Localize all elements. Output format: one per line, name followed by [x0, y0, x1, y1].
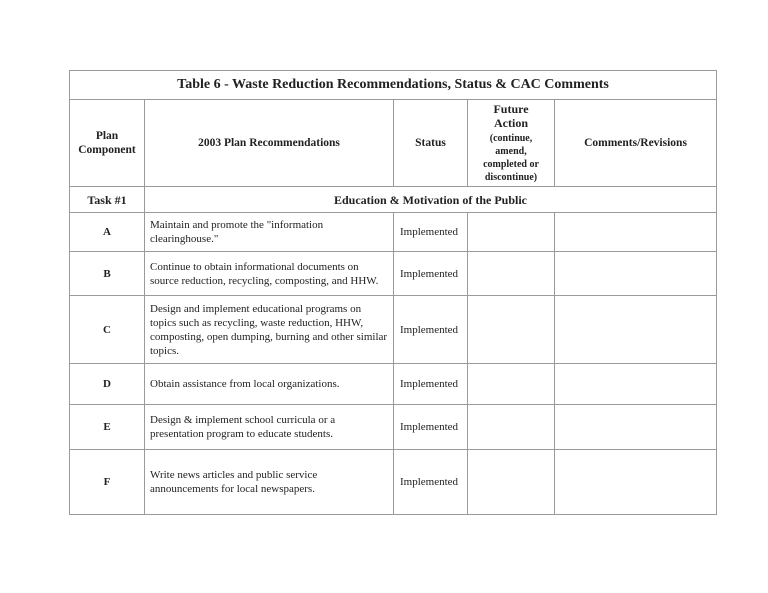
status-cell: Implemented [394, 450, 468, 515]
future-action-label: Future Action [493, 102, 529, 130]
header-comments: Comments/Revisions [555, 100, 717, 187]
header-status: Status [394, 100, 468, 187]
future-action-cell [468, 405, 555, 450]
future-action-cell [468, 252, 555, 296]
header-plan-component: Plan Component [70, 100, 145, 187]
task-row [70, 187, 717, 213]
table-row [70, 364, 717, 405]
waste-reduction-table [69, 70, 717, 515]
table-row [70, 213, 717, 252]
header-row [70, 100, 717, 187]
component-cell: D [70, 364, 145, 405]
future-action-cell [468, 450, 555, 515]
component-cell: E [70, 405, 145, 450]
future-action-cell [468, 296, 555, 364]
component-cell: A [70, 213, 145, 252]
header-recommendations: 2003 Plan Recommendations [145, 100, 394, 187]
recommendation-cell: Continue to obtain informational documents on source reduction, recycling, composting, and HHW. [145, 252, 394, 296]
comments-cell [555, 213, 717, 252]
component-cell: C [70, 296, 145, 364]
header-future-action [468, 100, 555, 187]
component-cell: F [70, 450, 145, 515]
recommendation-cell: Maintain and promote the "information clearinghouse." [145, 213, 394, 252]
table-row [70, 296, 717, 364]
comments-cell [555, 405, 717, 450]
comments-cell [555, 296, 717, 364]
table-title: Table 6 - Waste Reduction Recommendations, Status & CAC Comments [70, 71, 717, 100]
table-row [70, 405, 717, 450]
component-cell: B [70, 252, 145, 296]
task-label: Task #1 [70, 187, 145, 213]
future-action-cell [468, 364, 555, 405]
status-cell: Implemented [394, 296, 468, 364]
table-row [70, 450, 717, 515]
comments-cell [555, 252, 717, 296]
recommendation-cell: Obtain assistance from local organizations. [145, 364, 394, 405]
status-cell: Implemented [394, 405, 468, 450]
status-cell: Implemented [394, 213, 468, 252]
recommendation-cell: Design and implement educational programs on topics such as recycling, waste reduction, HHW, composting, open dumping, burning and other similar topics. [145, 296, 394, 364]
recommendation-cell: Write news articles and public service announcements for local newspapers. [145, 450, 394, 515]
future-action-sublabel: (continue, amend, completed or discontinue) [483, 133, 539, 183]
table-row [70, 252, 717, 296]
status-cell: Implemented [394, 364, 468, 405]
task-title: Education & Motivation of the Public [145, 187, 717, 213]
future-action-cell [468, 213, 555, 252]
recommendation-cell: Design & implement school curricula or a presentation program to educate students. [145, 405, 394, 450]
comments-cell [555, 450, 717, 515]
comments-cell [555, 364, 717, 405]
status-cell: Implemented [394, 252, 468, 296]
